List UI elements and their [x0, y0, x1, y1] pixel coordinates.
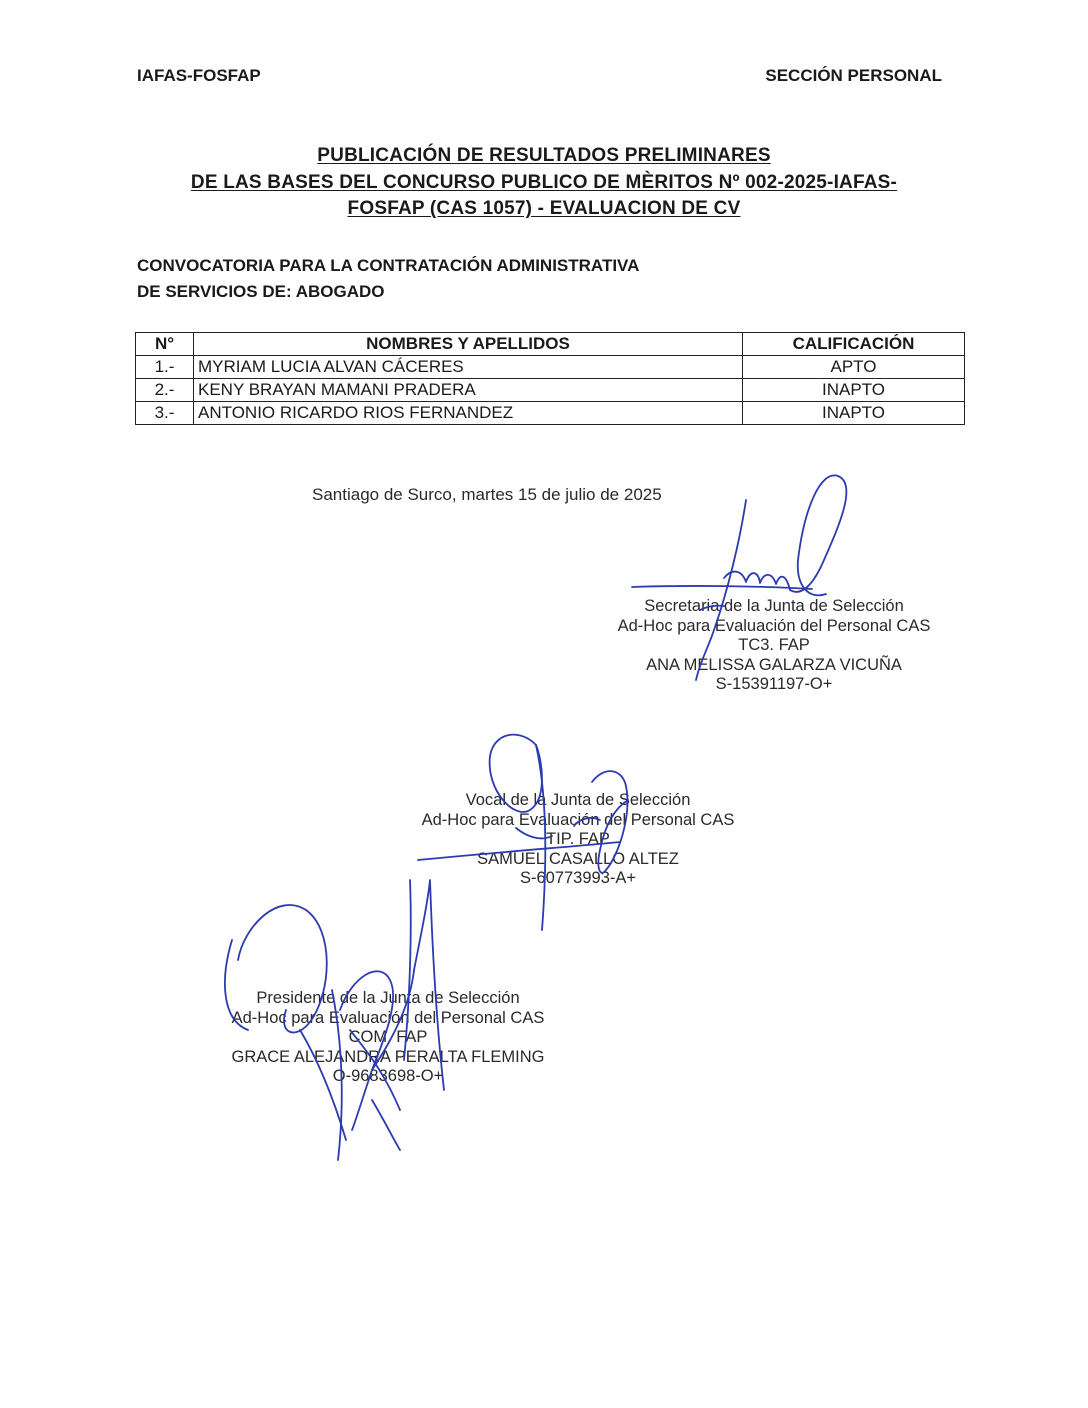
header-left: IAFAS-FOSFAP: [137, 66, 261, 85]
table-row: [136, 402, 965, 425]
signer-id: S-15391197-O+: [715, 675, 833, 693]
convocatoria-line-2: DE SERVICIOS DE: ABOGADO: [137, 282, 385, 301]
table-row: [136, 379, 965, 402]
row-name: KENY BRAYAN MAMANI PRADERA: [194, 379, 743, 402]
title-line-1: PUBLICACIÓN DE RESULTADOS PRELIMINARES: [317, 145, 771, 166]
signer-role: Secretaria de la Junta de Selección: [644, 597, 904, 615]
signer-name: ANA MELISSA GALARZA VICUÑA: [646, 655, 902, 674]
signer-role: Presidente de la Junta de Selección: [256, 989, 520, 1007]
results-table: [135, 332, 965, 425]
table-row: [136, 356, 965, 379]
row-grade: INAPTO: [743, 402, 965, 425]
signature-block-presidente: [203, 989, 573, 1087]
row-name: ANTONIO RICARDO RIOS FERNANDEZ: [194, 402, 743, 425]
signer-committee: Ad-Hoc para Evaluación del Personal CAS: [617, 616, 931, 635]
row-number: 1.-: [136, 356, 194, 379]
title-line-2: DE LAS BASES DEL CONCURSO PUBLICO DE MÈRITOS Nº 002-2025-IAFAS-: [190, 172, 898, 193]
header-grade: CALIFICACIÓN: [743, 333, 965, 356]
row-grade: INAPTO: [743, 379, 965, 402]
signer-rank: COM. FAP: [348, 1028, 428, 1046]
title-line-3: FOSFAP (CAS 1057) - EVALUACION DE CV: [347, 198, 741, 219]
signer-role: Vocal de la Junta de Selección: [465, 791, 691, 809]
signer-committee: Ad-Hoc para Evaluación del Personal CAS: [421, 810, 735, 829]
header-number: N°: [136, 333, 194, 356]
table-header-row: [136, 333, 965, 356]
signer-rank: TC3. FAP: [738, 636, 810, 654]
signature-block-secretaria: [589, 597, 959, 695]
signer-name: SAMUEL CASALLO ALTEZ: [477, 849, 679, 868]
signer-name: GRACE ALEJANDRA PERALTA FLEMING: [231, 1047, 545, 1066]
header-names: NOMBRES Y APELLIDOS: [194, 333, 743, 356]
signer-id: S-60773993-A+: [519, 869, 637, 887]
date-line: Santiago de Surco, martes 15 de julio de 2025: [312, 485, 662, 504]
row-name: MYRIAM LUCIA ALVAN CÁCERES: [194, 356, 743, 379]
signer-id: O-9683698-O+: [332, 1067, 444, 1085]
signature-block-vocal: [393, 791, 763, 889]
row-number: 3.-: [136, 402, 194, 425]
convocatoria-line-1: CONVOCATORIA PARA LA CONTRATACIÓN ADMINISTRATIVA: [137, 256, 640, 275]
signer-committee: Ad-Hoc para Evaluación del Personal CAS: [231, 1008, 545, 1027]
row-number: 2.-: [136, 379, 194, 402]
row-grade: APTO: [743, 356, 965, 379]
header-right: SECCIÓN PERSONAL: [765, 66, 942, 85]
signer-rank: TIP. FAP: [546, 830, 610, 848]
